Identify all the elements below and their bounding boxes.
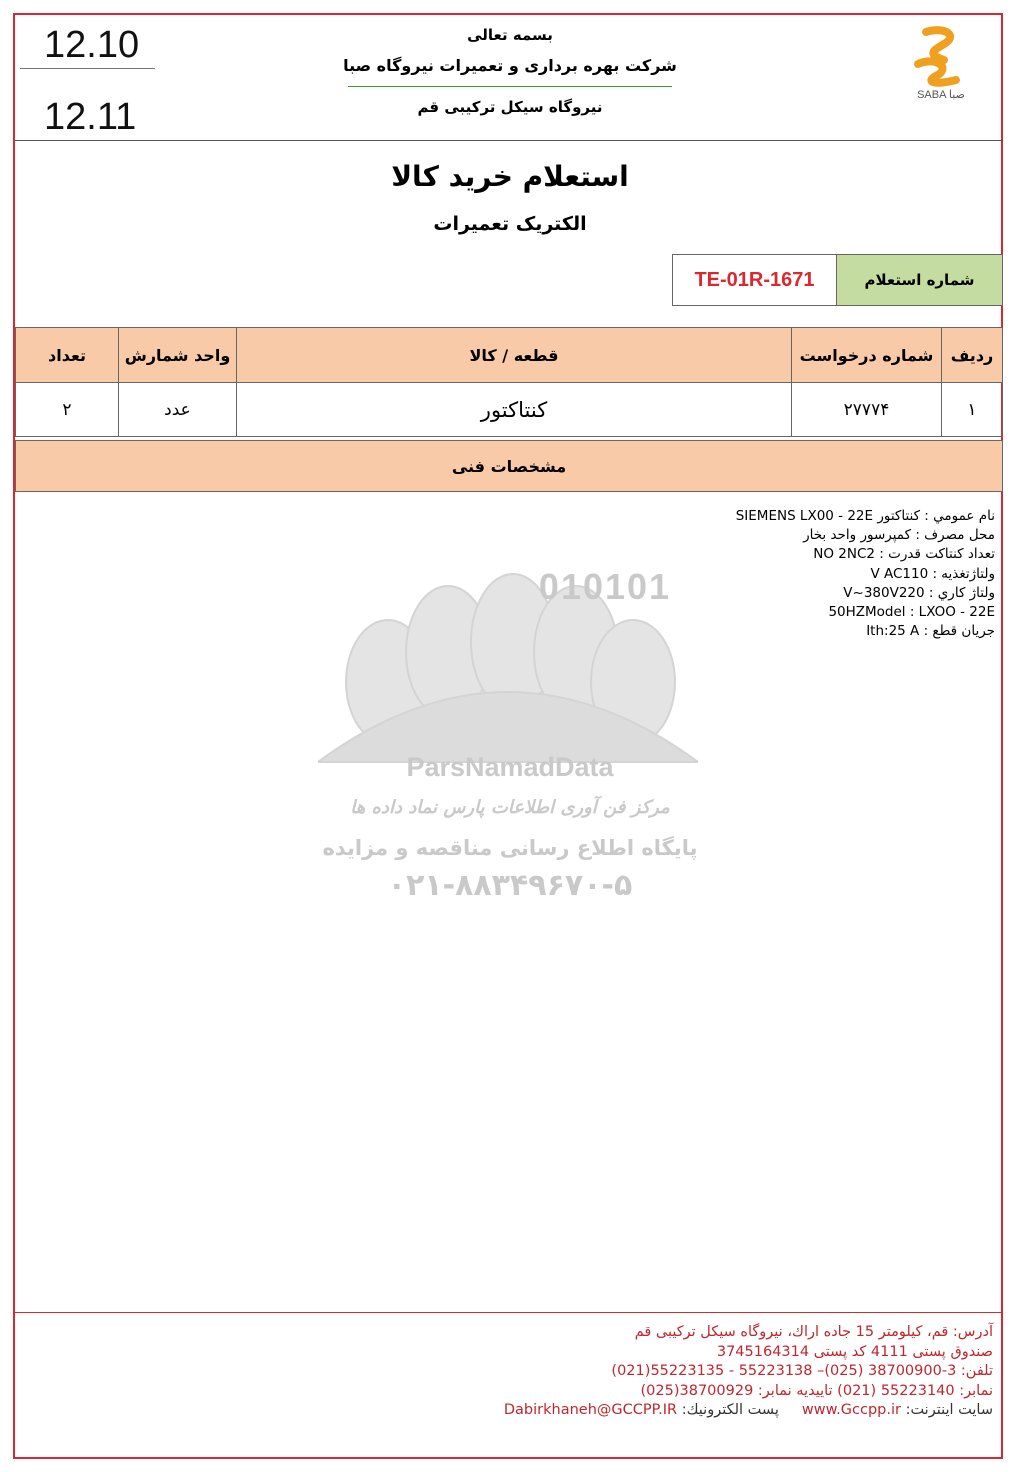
col-qty: تعداد [16,328,119,383]
watermark-line1: مرکز فن آوری اطلاعات پارس نماد داده ها [350,797,670,818]
col-row: ردیف [942,328,1003,383]
footer-fax: نمابر: 55223140 (021) تاییدیه نمابر: 38700929(025) [640,1382,993,1399]
col-request-no: شماره درخواست [792,328,942,383]
watermark-phone: ۰۲۱-۸۸۳۴۹۶۷۰-۵ [387,868,633,903]
col-unit: واحد شمارش [119,328,237,383]
cell-row: ۱ [942,383,1003,437]
spec-line: تعداد كنتاكت قدرت : NO 2NC2 [813,546,995,563]
footer [293,1323,993,1421]
footer-phone: تلفن: 3-38700900 (025)– 55223138 - 55223135(021) [611,1363,993,1379]
spec-line: 50HZModel : LXOO - 22E [828,604,995,621]
bismillah: بسمه تعالی [467,26,553,44]
cell-item: کنتاکتور [237,383,792,437]
date-2: 12.11 [44,96,137,138]
table-row [16,383,1003,437]
doc-title: استعلام خرید کالا [391,160,629,193]
date-1: 12.10 [44,24,140,66]
footer-email-label: پست الکترونیك: [681,1402,779,1418]
watermark-brand: ParsNamadData [406,752,614,782]
footer-email-link[interactable]: Dabirkhaneh@GCCPP.IR [503,1402,678,1418]
spec-line: جريان قطع : Ith:25 A [866,623,995,640]
footer-web-link[interactable]: www.Gccpp.ir [801,1402,901,1418]
header-divider [15,140,1003,141]
footer-postal: صندوق پستی 4111 کد پستی 3745164314 [716,1343,993,1360]
inquiry-number: TE-01R-1671 [673,255,837,305]
footer-contact [293,1401,993,1421]
specs-heading: مشخصات فنی [15,440,1003,492]
inquiry-box [672,254,1003,306]
date-underline-1 [20,68,155,69]
company-name: شرکت بهره برداری و تعمیرات نیروگاه صبا [343,56,677,75]
table-header-row [16,328,1003,383]
footer-web-label: سایت اینترنت: [905,1402,993,1418]
spec-line: ولتاژ كاري : V~380V220 [843,584,995,601]
inquiry-label: شماره استعلام [837,255,1002,305]
spec-line: ولتاژتغذيه : V AC110 [870,565,995,582]
watermark-line2: پایگاه اطلاع رسانی مناقصه و مزایده [322,836,698,860]
spec-line: نام عمومي : كنتاكتور SIEMENS LX00 - 22E [735,508,995,524]
cell-qty: ۲ [16,383,119,437]
svg-text:SABA صبا: SABA صبا [917,89,965,101]
items-table [15,327,1003,437]
cell-request-no: ۲۷۷۷۴ [792,383,942,437]
saba-logo [896,24,986,108]
doc-subtitle: الکتریک تعمیرات [433,213,587,235]
cell-unit: عدد [119,383,237,437]
specs-list [475,507,995,641]
col-item: قطعه / کالا [237,328,792,383]
spec-line: محل مصرف : كمپرسور واحد بخار [803,527,995,544]
plant-name: نیروگاه سیکل ترکیبی قم [417,98,603,116]
footer-address: آدرس: قم، کیلومتر 15 جاده اراك، نیروگاه سیکل ترکیبی قم [634,1324,993,1340]
green-divider [348,86,672,87]
footer-divider [15,1312,1003,1313]
watermark-digits: 010101 [538,566,672,607]
